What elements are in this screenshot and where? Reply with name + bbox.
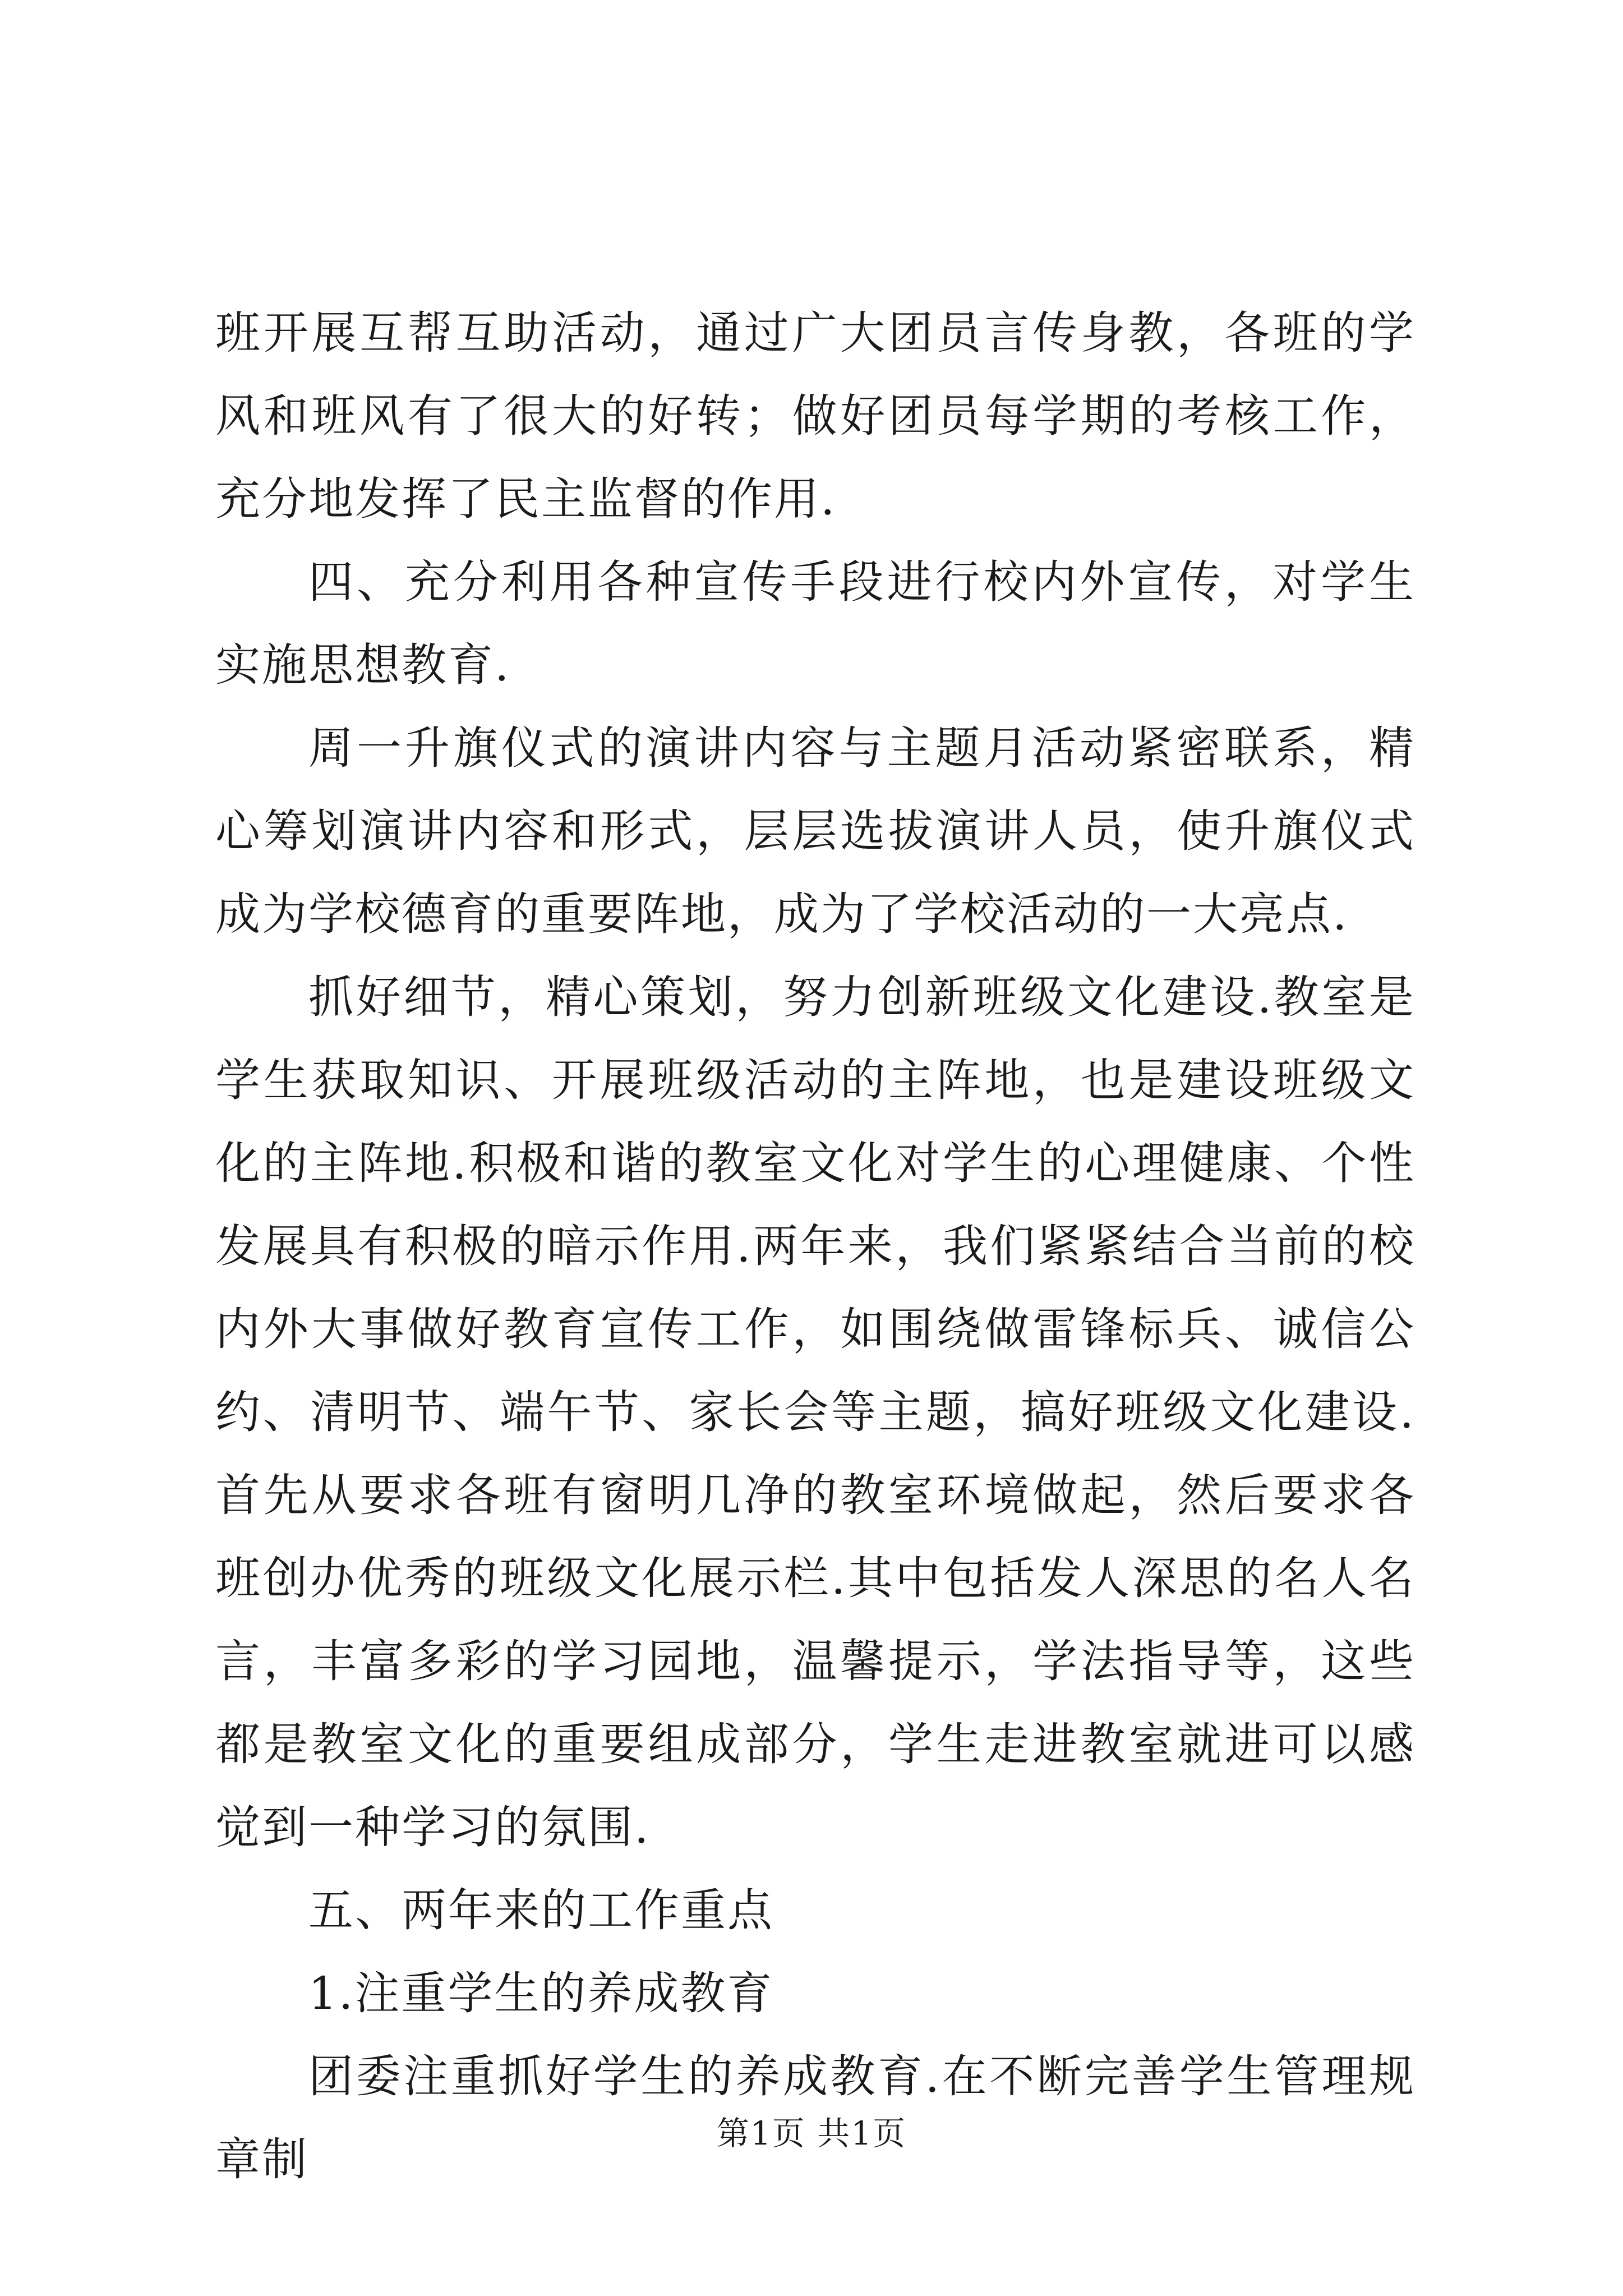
page-number-footer: 第1页 共1页 <box>716 2114 907 2152</box>
document-body <box>215 292 1415 2201</box>
paragraph-flag-ceremony: 周一升旗仪式的演讲内容与主题月活动紧密联系，精心筹划演讲内容和形式，层层选拔演讲人员，使升旗仪式成为学校德育的重要阵地，成为了学校活动的一大亮点. <box>215 722 1415 940</box>
paragraph-habit-education: 团委注重抓好学生的养成教育.在不断完善学生管理规章制 <box>215 2050 1415 2185</box>
paragraph-section-five-heading: 五、两年来的工作重点 <box>308 1884 774 1936</box>
paragraph-class-culture: 抓好细节，精心策划，努力创新班级文化建设.教室是学生获取知识、开展班级活动的主阵地，也是建设班级文化的主阵地.积极和谐的教室文化对学生的心理健康、个性发展具有积极的暗示作用.两年来，我们紧紧结合当前的校内外大事做好教育宣传工作，如围绕做雷锋标兵、诚信公约、清明节、端午节、家长会等主题，搞好班级文化建设.首先从要求各班有窗明几净的教室环境做起，然后要求各班创办优秀的班级文化展示栏.其中包括发人深思的名人名言，丰富多彩的学习园地，温馨提示，学法指导等，这些都是教室文化的重要组成部分，学生走进教室就进可以感觉到一种学习的氛围. <box>215 971 1415 1853</box>
paragraph-section-four-heading: 四、充分利用各种宣传手段进行校内外宣传，对学生实施思想教育. <box>215 556 1415 691</box>
paragraph-subheading-habit-education: 1.注重学生的养成教育 <box>308 1967 774 2019</box>
paragraph-continuation: 班开展互帮互助活动，通过广大团员言传身教，各班的学风和班风有了很大的好转；做好团员每学期的考核工作，充分地发挥了民主监督的作用. <box>215 307 1415 525</box>
